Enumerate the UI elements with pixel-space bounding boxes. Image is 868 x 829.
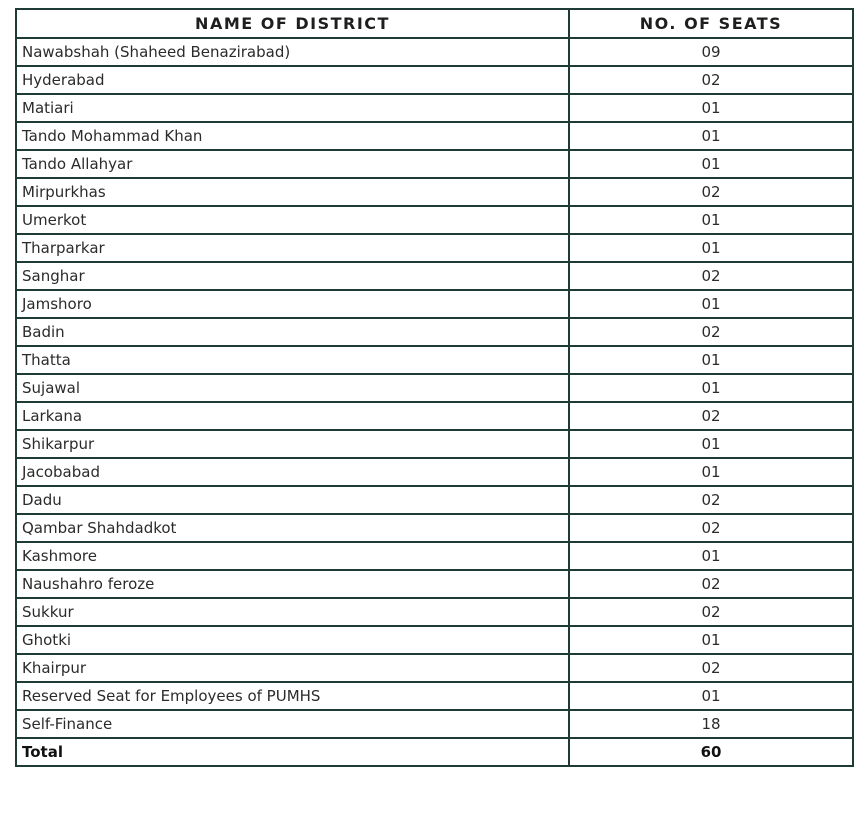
seat-count-cell: 02: [569, 178, 853, 206]
seat-count-cell: 01: [569, 290, 853, 318]
table-row: [16, 234, 853, 262]
seat-count-cell: 02: [569, 318, 853, 346]
seat-count-cell: 02: [569, 262, 853, 290]
table-row: [16, 570, 853, 598]
table-row: [16, 150, 853, 178]
total-label: Total: [16, 738, 569, 766]
district-name-cell: Sujawal: [16, 374, 569, 402]
total-seats: 60: [569, 738, 853, 766]
table-row: [16, 122, 853, 150]
district-name-cell: Sukkur: [16, 598, 569, 626]
seat-count-cell: 02: [569, 598, 853, 626]
district-name-cell: Umerkot: [16, 206, 569, 234]
table-row: [16, 94, 853, 122]
seat-count-cell: 01: [569, 234, 853, 262]
table-row: [16, 654, 853, 682]
header-row: [16, 9, 853, 38]
seat-count-cell: 01: [569, 374, 853, 402]
seat-count-cell: 01: [569, 150, 853, 178]
seat-count-cell: 01: [569, 206, 853, 234]
seat-count-cell: 02: [569, 486, 853, 514]
table-row: [16, 514, 853, 542]
district-name-cell: Matiari: [16, 94, 569, 122]
district-name-cell: Khairpur: [16, 654, 569, 682]
district-name-cell: Nawabshah (Shaheed Benazirabad): [16, 38, 569, 66]
seat-count-cell: 01: [569, 122, 853, 150]
table-row: [16, 346, 853, 374]
table-row: [16, 318, 853, 346]
seat-count-cell: 02: [569, 514, 853, 542]
district-name-cell: Thatta: [16, 346, 569, 374]
district-name-cell: Jamshoro: [16, 290, 569, 318]
seat-count-cell: 02: [569, 402, 853, 430]
seat-count-cell: 01: [569, 430, 853, 458]
seat-count-cell: 01: [569, 458, 853, 486]
table-row: [16, 402, 853, 430]
header-district: NAME OF DISTRICT: [16, 9, 569, 38]
table-row: [16, 178, 853, 206]
seat-count-cell: 09: [569, 38, 853, 66]
table-row: [16, 542, 853, 570]
seat-count-cell: 18: [569, 710, 853, 738]
table-header: [16, 9, 853, 38]
table-row: [16, 262, 853, 290]
table-row: [16, 710, 853, 738]
header-seats: NO. OF SEATS: [569, 9, 853, 38]
district-name-cell: Ghotki: [16, 626, 569, 654]
seat-count-cell: 02: [569, 66, 853, 94]
table-row: [16, 486, 853, 514]
table-body: [16, 38, 853, 766]
district-name-cell: Jacobabad: [16, 458, 569, 486]
seat-count-cell: 01: [569, 542, 853, 570]
seat-count-cell: 02: [569, 570, 853, 598]
table-row: [16, 374, 853, 402]
table-row: [16, 626, 853, 654]
seat-count-cell: 01: [569, 682, 853, 710]
table-row: [16, 290, 853, 318]
table-row: [16, 206, 853, 234]
seat-count-cell: 01: [569, 626, 853, 654]
table-row: [16, 38, 853, 66]
table-row: [16, 682, 853, 710]
district-name-cell: Mirpurkhas: [16, 178, 569, 206]
seat-count-cell: 02: [569, 654, 853, 682]
total-row: [16, 738, 853, 766]
district-name-cell: Tando Allahyar: [16, 150, 569, 178]
district-name-cell: Dadu: [16, 486, 569, 514]
district-name-cell: Larkana: [16, 402, 569, 430]
table-row: [16, 430, 853, 458]
district-name-cell: Reserved Seat for Employees of PUMHS: [16, 682, 569, 710]
seat-count-cell: 01: [569, 346, 853, 374]
district-name-cell: Tharparkar: [16, 234, 569, 262]
district-name-cell: Hyderabad: [16, 66, 569, 94]
district-name-cell: Self-Finance: [16, 710, 569, 738]
seat-count-cell: 01: [569, 94, 853, 122]
table-row: [16, 458, 853, 486]
district-name-cell: Tando Mohammad Khan: [16, 122, 569, 150]
district-seats-table: [15, 8, 854, 767]
district-name-cell: Badin: [16, 318, 569, 346]
table-row: [16, 598, 853, 626]
district-name-cell: Kashmore: [16, 542, 569, 570]
district-name-cell: Naushahro feroze: [16, 570, 569, 598]
district-name-cell: Shikarpur: [16, 430, 569, 458]
district-name-cell: Qambar Shahdadkot: [16, 514, 569, 542]
district-name-cell: Sanghar: [16, 262, 569, 290]
table-row: [16, 66, 853, 94]
